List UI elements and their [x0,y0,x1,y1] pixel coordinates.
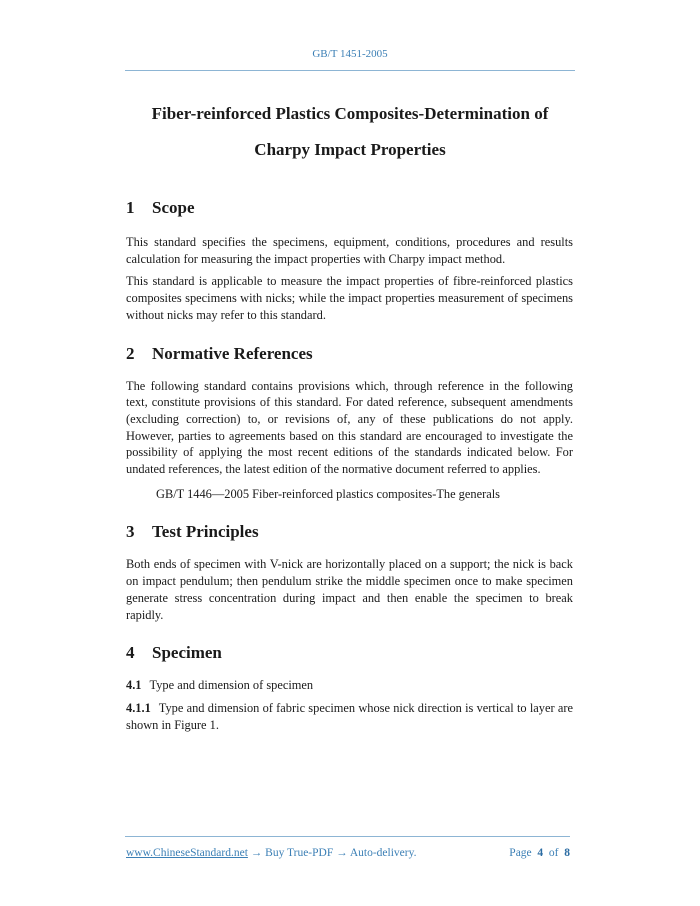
subsection-4-1-1: 4.1.1 Type and dimension of fabric specimen whose nick direction is vertical to layer are shown in Figure 1. [126,700,573,732]
section-normative-references [126,342,573,503]
section-heading: 4 Specimen [126,643,222,663]
site-link[interactable]: www.ChineseStandard.net [126,847,248,859]
page-indicator: Page 4 of 8 [509,847,570,859]
footer-divider [125,836,570,837]
promo-text: → Buy True-PDF → Auto-delivery. [247,847,417,859]
section-heading: 3 Test Principles [126,522,259,542]
title-line-2: Charpy Impact Properties [254,140,446,159]
paragraph: Both ends of specimen with V-nick are horizontally placed on a support; the nick is back on impact pendulum; then pendulum strike the middle specimen once to make specimen generate stress concentration during impact and then enable the specimen to break rapidly. [126,557,573,622]
subsection-4-1: 4.1 Type and dimension of specimen [126,678,314,693]
section-heading: 1 Scope [126,198,195,217]
section-heading: 2 Normative References [126,343,313,363]
document-body [126,196,573,733]
title-line-1: Fiber-reinforced Plastics Composites-Determination of [151,104,549,123]
paragraph: This standard is applicable to measure the impact properties of fibre-reinforced plastics composites specimens with nicks; while the impact properties measurement of specimens without nicks may refer to this standard. [126,274,573,322]
reference-entry: GB/T 1446—2005 Fiber-reinforced plastics composites-The generals [156,486,500,501]
running-header: GB/T 1451-2005 [312,48,388,60]
document-title [125,96,575,168]
section-scope [126,196,573,324]
section-test-principles [126,520,573,623]
header-divider [125,70,575,71]
paragraph: The following standard contains provisions which, through reference in the following text, constitute provisions of this standard. For dated reference, subsequent amendments (excluding correction) to, or revisions of, any of these publications do not apply. However, parties to agreements based on this standard are encouraged to investigate the possibility of applying the most recent editions of the standards indicated below. For undated references, the latest edition of the normative document referred to applies. [126,378,573,477]
page-footer [126,847,570,859]
paragraph: This standard specifies the specimens, equipment, conditions, procedures and results calculation for measuring the impact properties with Charpy impact method. [126,235,573,266]
section-specimen [126,641,573,733]
